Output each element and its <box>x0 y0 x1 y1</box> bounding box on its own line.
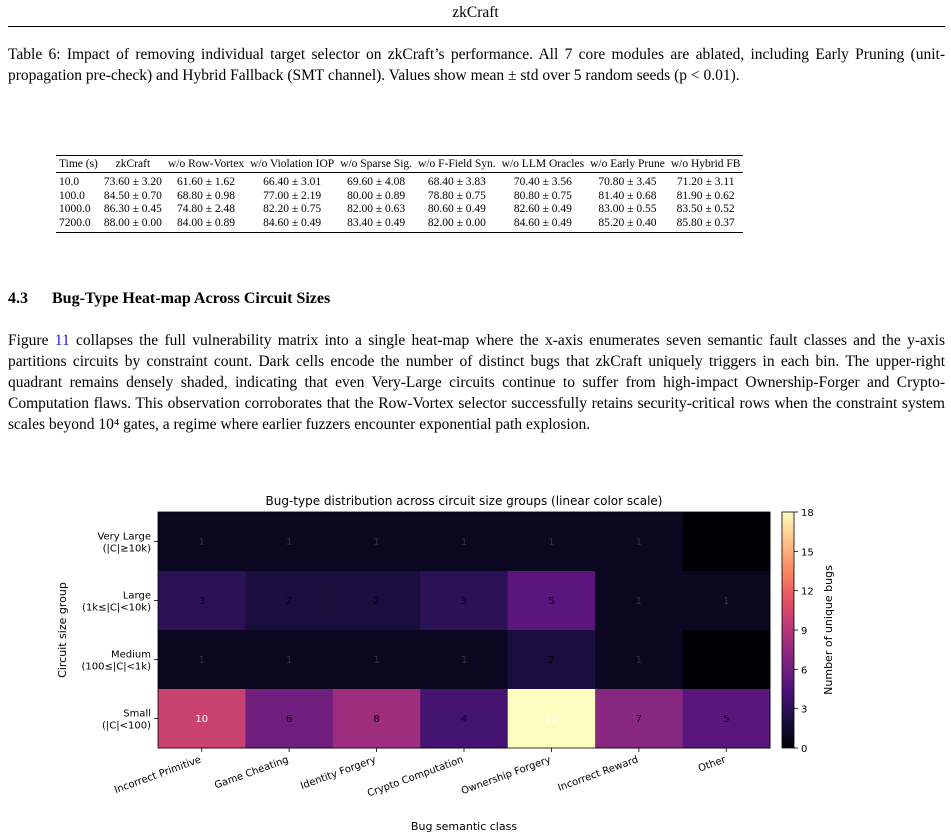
body-paragraph <box>8 330 945 435</box>
cell-value-label: 1 <box>635 596 643 607</box>
table-cell: 68.80 ± 0.98 <box>176 189 236 202</box>
y-tick-label: (1k≤|C|<10k) <box>82 602 151 614</box>
table-cell: 82.00 ± 0.00 <box>415 217 499 233</box>
heatmap-cell <box>683 630 771 690</box>
table-cell: 80.60 ± 0.49 <box>427 203 486 215</box>
table-cell: 83.40 ± 0.49 <box>337 217 415 233</box>
table-cell: 73.60 ± 3.20 <box>103 176 162 188</box>
table-cell: 85.80 ± 0.37 <box>668 217 744 233</box>
table-row <box>56 217 743 233</box>
table-cell: 84.60 ± 0.49 <box>499 217 587 233</box>
cell-value-label: 1 <box>460 537 468 548</box>
cell-value-label: 1 <box>723 596 730 607</box>
running-header: zkCraft <box>452 4 499 21</box>
x-axis-label: Bug semantic class <box>410 820 518 833</box>
cell-value-label: 8 <box>373 714 380 725</box>
table-cell: 70.40 ± 3.56 <box>513 176 572 188</box>
table-caption: Table 6: Impact of removing individual target selector on zkCraft’s performance. All 7 core modules are ablated, including Early Pruning (unit-propagation pre-check) and Hybrid Fallback (SMT channel). Values show mean ± std over 5 random seeds (p < 0.01). <box>8 46 945 84</box>
body-text-rest: collapses the full vulnerability matrix into a single heat-map where the x-axis enumerates seven semantic fault classes and the y-axis partitions circuits by constraint count. Dark cells encode the number of distinct bugs that zkCraft uniquely triggers in each bin. The upper-right quadrant remains densely shaded, indicating that even Very-Large circuits continue to suffer from high-impact Ownership-Forger and Crypto-Computation flaws. This observation corroborates that the Row-Vortex selector successfully retains security-critical rows when the constraint system scales beyond 10⁴ gates, a regime where earlier fuzzers encounter exponential path explosion. <box>8 332 946 433</box>
table-cell: 74.80 ± 2.48 <box>176 203 236 215</box>
body-text-start: Figure <box>8 332 55 349</box>
table-cell: 82.20 ± 0.75 <box>263 203 322 215</box>
colorbar-tick-label: 3 <box>801 704 808 716</box>
table-cell: 80.80 ± 0.75 <box>513 189 572 202</box>
y-tick-label: (|C|≥10k) <box>102 543 151 555</box>
cell-value-label: 1 <box>460 655 468 666</box>
table-cell: 82.00 ± 0.63 <box>347 203 406 215</box>
cell-value-label: 2 <box>548 655 555 666</box>
cell-value-label: 4 <box>460 714 468 725</box>
table-cell: 77.00 ± 2.19 <box>263 189 322 202</box>
cell-value-label: 3 <box>460 596 468 607</box>
table-cell: 68.40 ± 3.83 <box>427 176 486 188</box>
y-tick-label: Medium <box>111 649 151 661</box>
colorbar-tick-label: 12 <box>801 586 814 598</box>
cell-value-label: 1 <box>635 655 643 666</box>
table-cell: 80.00 ± 0.89 <box>347 189 406 202</box>
table-col-header: w/o Violation IOP <box>247 156 337 173</box>
cell-value-label: 2 <box>373 596 380 607</box>
table-col-header: w/o Sparse Sig. <box>337 156 415 173</box>
x-tick-label: Incorrect Reward <box>556 754 640 794</box>
cell-value-label: 1 <box>285 537 293 548</box>
y-tick-label: Very Large <box>97 531 151 543</box>
table-cell: 81.40 ± 0.68 <box>598 189 657 202</box>
table-cell: 70.80 ± 3.45 <box>598 176 657 188</box>
table-cell: 100.0 <box>59 189 85 202</box>
colorbar-tick-label: 0 <box>801 744 808 755</box>
table-cell: 71.20 ± 3.11 <box>676 176 735 188</box>
cell-value-label: 1 <box>198 537 205 548</box>
colorbar <box>782 512 794 748</box>
x-tick-label: Crypto Computation <box>366 754 466 800</box>
cell-value-label: 7 <box>635 714 643 725</box>
colorbar-tick-label: 18 <box>801 508 814 519</box>
table-cell: 84.60 ± 0.49 <box>247 217 337 233</box>
table-cell: 84.50 ± 0.70 <box>103 189 162 202</box>
table-row <box>56 203 743 217</box>
table-cell: 1000.0 <box>59 203 91 215</box>
colorbar-label: Number of unique bugs <box>822 565 835 695</box>
table-col-header: Time (s) <box>56 156 101 173</box>
table-row <box>56 190 743 204</box>
table-col-header: w/o LLM Oracles <box>499 156 587 173</box>
table-cell: 86.30 ± 0.45 <box>103 203 162 215</box>
section-heading <box>8 290 330 308</box>
x-tick-label: Other <box>696 754 728 775</box>
table-cell: 69.60 ± 4.08 <box>347 176 406 188</box>
cell-value-label: 1 <box>635 537 643 548</box>
heatmap-figure <box>0 488 951 838</box>
table-cell: 81.90 ± 0.62 <box>676 189 735 202</box>
y-axis-label: Circuit size group <box>56 582 69 678</box>
table-col-header: w/o Row-Vortex <box>165 156 247 173</box>
table-col-header: w/o Early Prune <box>587 156 668 173</box>
table-cell: 88.00 ± 0.00 <box>101 217 165 233</box>
heatmap-cell <box>683 512 771 572</box>
cell-value-label: 6 <box>285 714 293 725</box>
colorbar-tick-label: 9 <box>801 626 808 637</box>
table-cell: 85.20 ± 0.40 <box>587 217 668 233</box>
cell-value-label: 1 <box>548 537 555 548</box>
figure-ref-link[interactable]: 11 <box>54 332 70 349</box>
table-header-row <box>56 156 743 173</box>
cell-value-label: 1 <box>285 655 293 666</box>
x-tick-label: Game Cheating <box>213 754 291 792</box>
cell-value-label: 5 <box>548 596 555 607</box>
ablation-table <box>56 155 743 233</box>
colorbar-tick-label: 6 <box>801 665 808 677</box>
header-rule <box>8 26 945 27</box>
table-cell: 83.50 ± 0.52 <box>676 203 735 215</box>
y-tick-label: (100≤|C|<1k) <box>81 661 151 673</box>
x-tick-label: Identity Forgery <box>299 754 378 793</box>
chart-title: Bug-type distribution across circuit size groups (linear color scale) <box>265 494 663 508</box>
table-row <box>56 173 743 190</box>
y-tick-label: (|C|<100) <box>102 720 151 732</box>
cell-value-label: 18 <box>545 714 558 725</box>
cell-value-label: 10 <box>195 714 209 725</box>
y-tick-label: Large <box>122 590 151 602</box>
cell-value-label: 1 <box>373 537 380 548</box>
x-tick-label: Incorrect Primitive <box>112 754 203 797</box>
table-cell: 7200.0 <box>56 217 101 233</box>
cell-value-label: 2 <box>285 596 293 607</box>
table-cell: 82.60 ± 0.49 <box>513 203 572 215</box>
cell-value-label: 3 <box>198 596 205 607</box>
colorbar-tick-label: 15 <box>801 547 814 559</box>
y-tick-label: Small <box>123 708 151 720</box>
table-body <box>56 173 743 233</box>
table-col-header: w/o F-Field Syn. <box>415 156 499 173</box>
table-col-header: zkCraft <box>101 156 165 173</box>
table-cell: 78.80 ± 0.75 <box>427 189 486 202</box>
table-cell: 10.0 <box>59 176 80 188</box>
table-col-header: w/o Hybrid FB <box>668 156 744 173</box>
cell-value-label: 5 <box>723 714 730 725</box>
table-cell: 84.00 ± 0.89 <box>165 217 247 233</box>
x-tick-label: Ownership Forgery <box>459 754 553 798</box>
table-cell: 61.60 ± 1.62 <box>176 176 236 188</box>
table-cell: 66.40 ± 3.01 <box>263 176 322 188</box>
section-title: Bug-Type Heat-map Across Circuit Sizes <box>52 290 331 307</box>
cell-value-label: 1 <box>373 655 380 666</box>
section-number: 4.3 <box>8 290 28 307</box>
table-cell: 83.00 ± 0.55 <box>598 203 657 215</box>
cell-value-label: 1 <box>198 655 205 666</box>
